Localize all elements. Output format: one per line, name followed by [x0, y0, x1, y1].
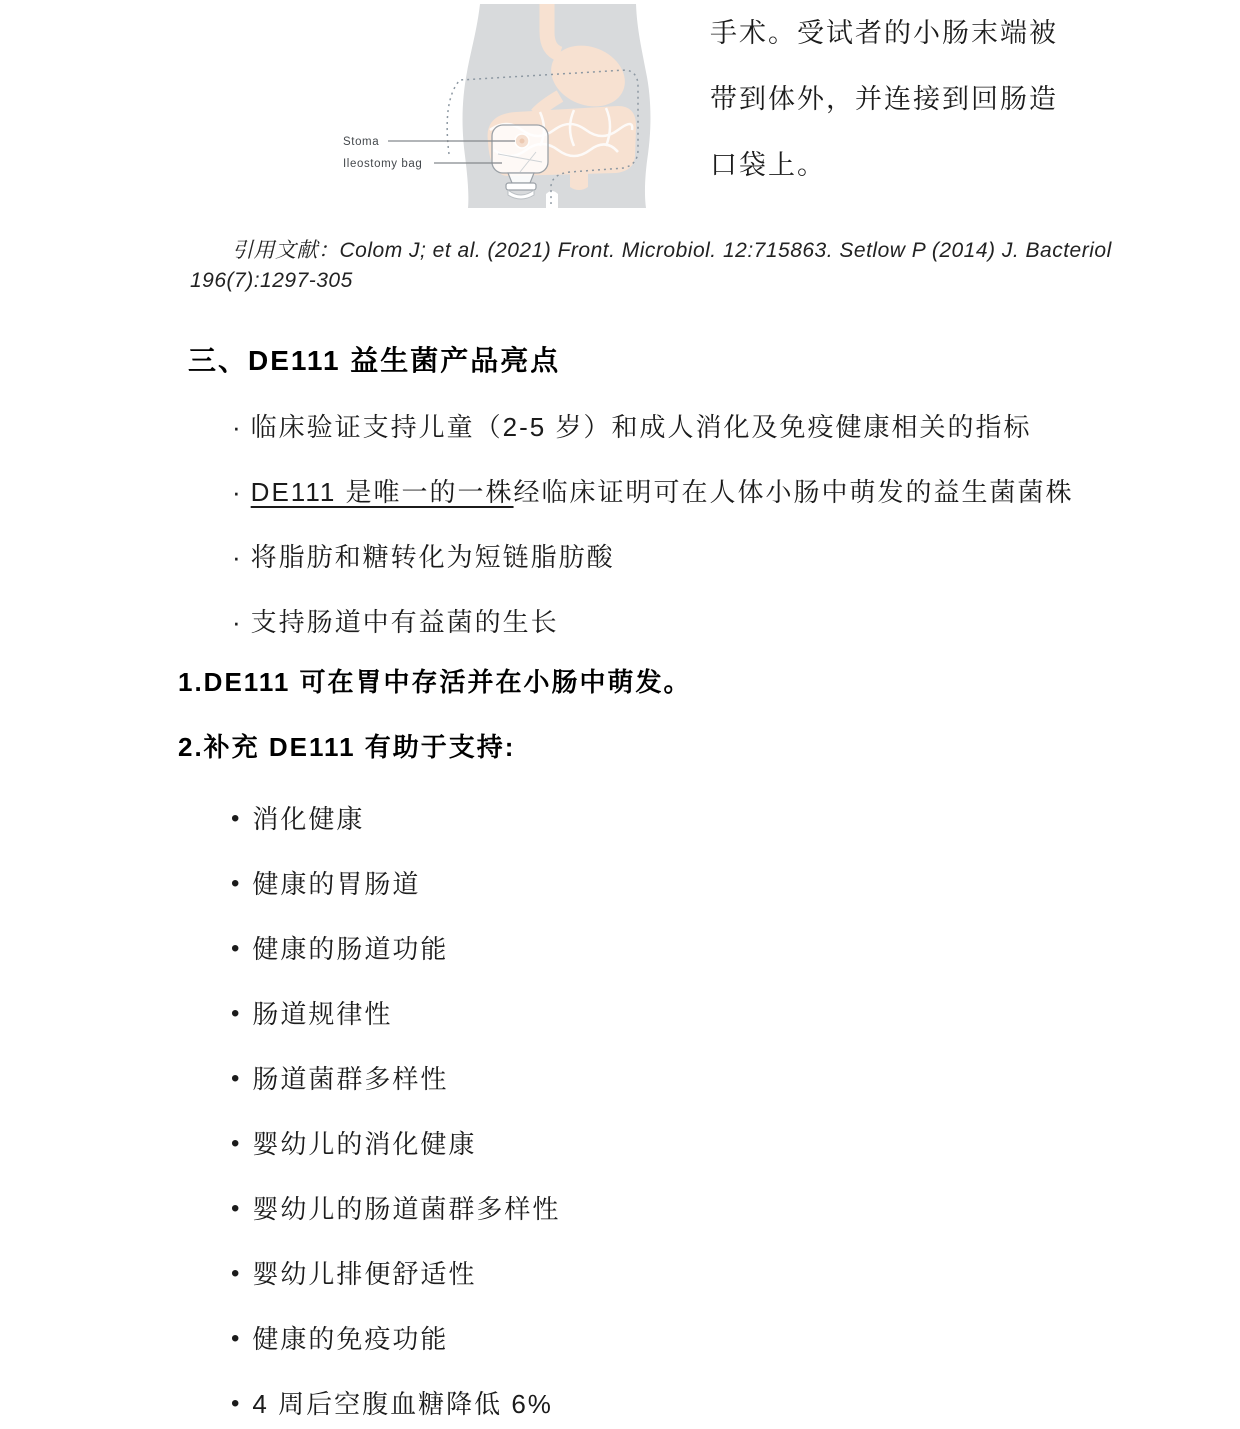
list-item: [231, 868, 1240, 900]
bullet-icon: ·: [232, 607, 243, 637]
bullet-icon: •: [231, 1000, 242, 1027]
underlined-text: DE111 是唯一的一株: [250, 477, 514, 507]
stoma-circle: [515, 134, 529, 148]
bullet-icon: ·: [232, 542, 243, 572]
list-item-text: 肠道菌群多样性: [252, 1064, 449, 1094]
ileostomy-bag-label: Ileostomy bag: [343, 158, 423, 170]
bullet-icon: •: [231, 1325, 242, 1352]
list-item-text: 健康的胃肠道: [252, 869, 421, 899]
ileostomy-diagram: [330, 4, 660, 216]
list-item-text: 消化健康: [252, 804, 365, 834]
bullet-icon: •: [231, 1130, 242, 1157]
list-item: [231, 1193, 1240, 1225]
list-item: [231, 998, 1240, 1030]
list-item-text: 4 周后空腹血糖降低 6%: [252, 1389, 553, 1419]
citation-line: 引用文献：Colom J; et al. (2021) Front. Microbiol. 12:715863. Setlow P (2014) J. Bacteriol: [232, 239, 1112, 262]
list-item-text: 婴幼儿排便舒适性: [252, 1259, 477, 1289]
list-item: [231, 1063, 1240, 1095]
list-item-text-rest: 经临床证明可在人体小肠中萌发的益生菌菌株: [513, 477, 1074, 507]
highlight-list: [232, 411, 1240, 638]
citation: [190, 236, 1120, 296]
bullet-icon: •: [231, 1260, 242, 1287]
list-item-text: 将脂肪和糖转化为短链脂肪酸: [250, 542, 615, 572]
figure-paragraph: [710, 0, 1058, 198]
supplement-benefit-list: [231, 803, 1240, 1420]
list-item: [231, 1323, 1240, 1355]
list-item: [232, 411, 1240, 443]
numbered-point-2: 2.补充 DE111 有助于支持:: [178, 732, 516, 762]
figure-row: [0, 0, 1240, 218]
section-heading: 三、DE111 益生菌产品亮点: [188, 345, 561, 376]
bullet-icon: •: [231, 1195, 242, 1222]
bullet-icon: •: [231, 870, 242, 897]
numbered-point-1: 1.DE111 可在胃中存活并在小肠中萌发。: [178, 667, 692, 697]
list-item-text: 健康的肠道功能: [252, 934, 449, 964]
list-item: [231, 1258, 1240, 1290]
list-item: [231, 803, 1240, 835]
torso-shape: [463, 4, 651, 208]
list-item: [232, 606, 1240, 638]
figure-paragraph-line: 口袋上。: [710, 150, 826, 180]
list-item: [231, 1388, 1240, 1420]
bullet-icon: •: [231, 1065, 242, 1092]
list-item-text: 临床验证支持儿童（2-5 岁）和成人消化及免疫健康相关的指标: [250, 412, 1032, 442]
bullet-icon: •: [231, 935, 242, 962]
bullet-icon: •: [231, 805, 242, 832]
citation-line: 196(7):1297-305: [190, 269, 353, 292]
stoma-label: Stoma: [343, 136, 380, 148]
intestine-loop-shape: [570, 173, 588, 190]
list-item: [231, 1128, 1240, 1160]
list-item: [231, 933, 1240, 965]
list-item-text: 肠道规律性: [252, 999, 393, 1029]
list-item-text: 健康的免疫功能: [252, 1324, 449, 1354]
figure-paragraph-line: 带到体外，并连接到回肠造: [710, 84, 1058, 114]
list-item: [232, 541, 1240, 573]
bullet-icon: •: [231, 1390, 242, 1417]
list-item-text: 婴幼儿的消化健康: [252, 1129, 477, 1159]
bullet-icon: ·: [232, 477, 243, 507]
list-item-text: 婴幼儿的肠道菌群多样性: [252, 1194, 561, 1224]
list-item-text: [251, 476, 1074, 508]
list-item: [232, 476, 1240, 508]
list-item-text: 支持肠道中有益菌的生长: [250, 607, 559, 637]
figure-paragraph-line: 手术。受试者的小肠末端被: [710, 18, 1058, 48]
bullet-icon: ·: [232, 412, 243, 442]
